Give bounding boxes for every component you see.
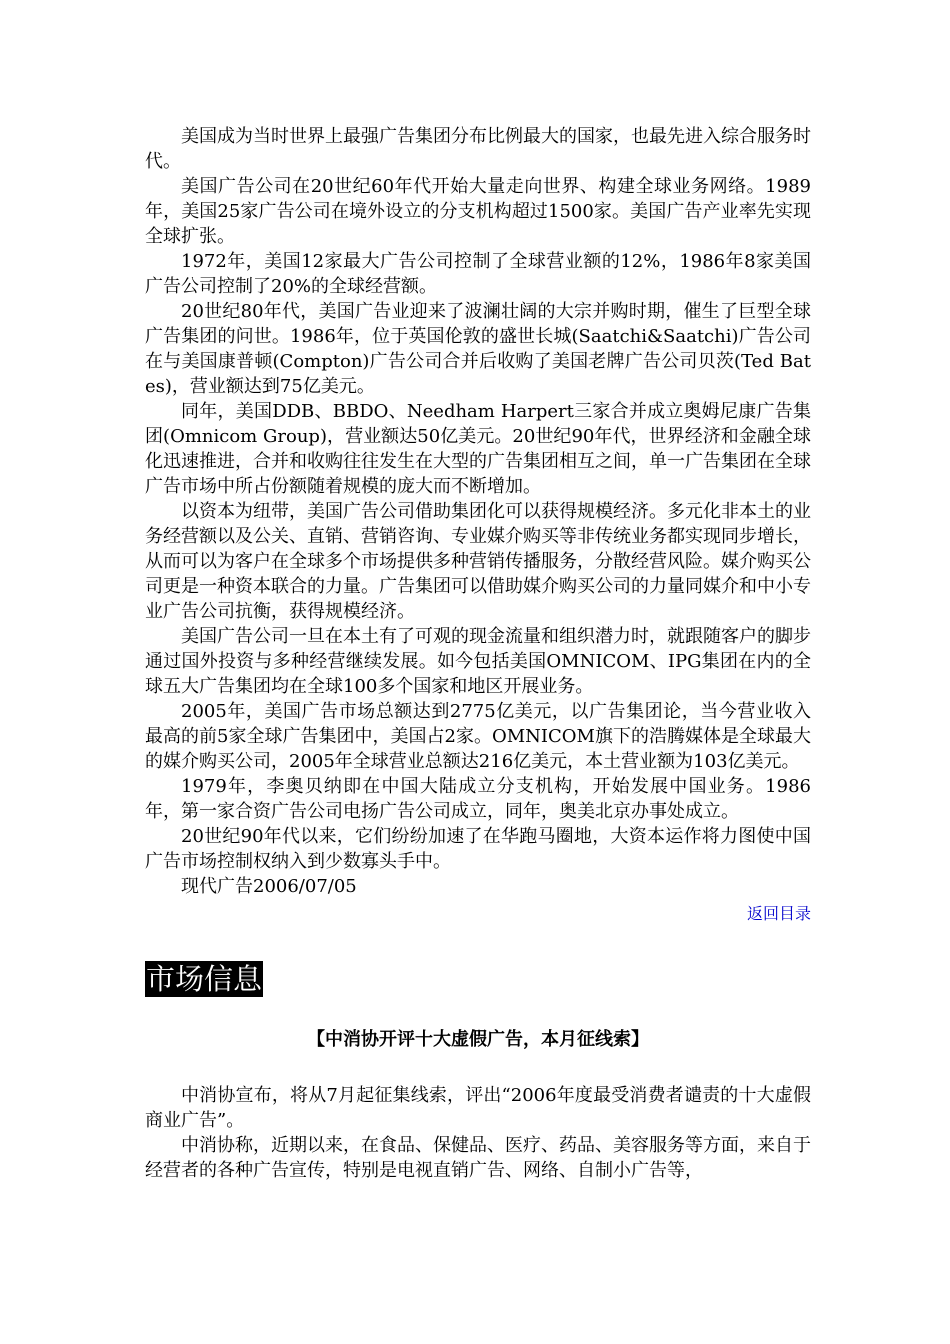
paragraph: 美国成为当时世界上最强广告集团分布比例最大的国家，也最先进入综合服务时代。	[145, 126, 811, 172]
paragraph: 美国广告公司在20世纪60年代开始大量走向世界、构建全球业务网络。1989年，美国25家广告公司在境外设立的分支机构超过1500家。美国广告产业率先实现全球扩张。	[145, 176, 811, 247]
article-body-2	[145, 1083, 811, 1183]
article-body	[145, 124, 811, 899]
paragraph: 20世纪80年代，美国广告业迎来了波澜壮阔的大宗并购时期，催生了巨型全球广告集团的问世。1986年，位于英国伦敦的盛世长城(Saatchi&Saatchi)广告公司在与美国康普顿(Compton)广告公司合并后收购了美国老牌广告公司贝茨(Ted Bates)，营业额达到75亿美元。	[145, 301, 811, 397]
paragraph: 美国广告公司一旦在本土有了可观的现金流量和组织潜力时，就跟随客户的脚步通过国外投资与多种经营继续发展。如今包括美国OMNICOM、IPG集团在内的全球五大广告集团均在全球100多个国家和地区开展业务。	[145, 626, 811, 697]
paragraph: 中消协宣布，将从7月起征集线索，评出“2006年度最受消费者谴责的十大虚假商业广告”。	[145, 1085, 811, 1131]
paragraph: 1972年，美国12家最大广告公司控制了全球营业额的12%，1986年8家美国广告公司控制了20%的全球经营额。	[145, 251, 811, 297]
paragraph: 2005年，美国广告市场总额达到2775亿美元，以广告集团论，当今营业收入最高的前5家全球广告集团中，美国占2家。OMNICOM旗下的浩腾媒体是全球最大的媒介购买公司，2005年全球营业总额达216亿美元，本土营业额为103亿美元。	[145, 701, 811, 772]
paragraph: 1979年，李奥贝纳即在中国大陆成立分支机构，开始发展中国业务。1986年，第一家合资广告公司电扬广告公司成立，同年，奥美北京办事处成立。	[145, 776, 811, 822]
source-date: 现代广告2006/07/05	[181, 876, 357, 897]
paragraph: 同年，美国DDB、BBDO、Needham Harpert三家合并成立奥姆尼康广告集团(Omnicom Group)，营业额达50亿美元。20世纪90年代，世界经济和金融全球化迅速推进，合并和收购往往发生在大型的广告集团相互之间，单一广告集团在全球广告市场中所占份额随着规模的庞大而不断增加。	[145, 401, 811, 497]
paragraph: 20世纪90年代以来，它们纷纷加速了在华跑马圈地，大资本运作将力图使中国广告市场控制权纳入到少数寡头手中。	[145, 826, 811, 872]
return-to-toc-link[interactable]: 返回目录	[746, 904, 811, 923]
article-title: 【中消协开评十大虚假广告，本月征线索】	[307, 1029, 649, 1050]
paragraph: 以资本为纽带，美国广告公司借助集团化可以获得规模经济。多元化非本土的业务经营额以及公关、直销、营销咨询、专业媒介购买等非传统业务都实现同步增长，从而可以为客户在全球多个市场提供多种营销传播服务，分散经营风险。媒介购买公司更是一种资本联合的力量。广告集团可以借助媒介购买公司的力量同媒介和中小专业广告公司抗衡，获得规模经济。	[145, 501, 811, 622]
section-header	[145, 925, 811, 997]
document-page	[145, 124, 811, 1183]
paragraph: 中消协称，近期以来，在食品、保健品、医疗、药品、美容服务等方面，来自于经营者的各种广告宣传，特别是电视直销广告、网络、自制小广告等，	[145, 1135, 811, 1181]
section-title: 市场信息	[146, 962, 263, 996]
